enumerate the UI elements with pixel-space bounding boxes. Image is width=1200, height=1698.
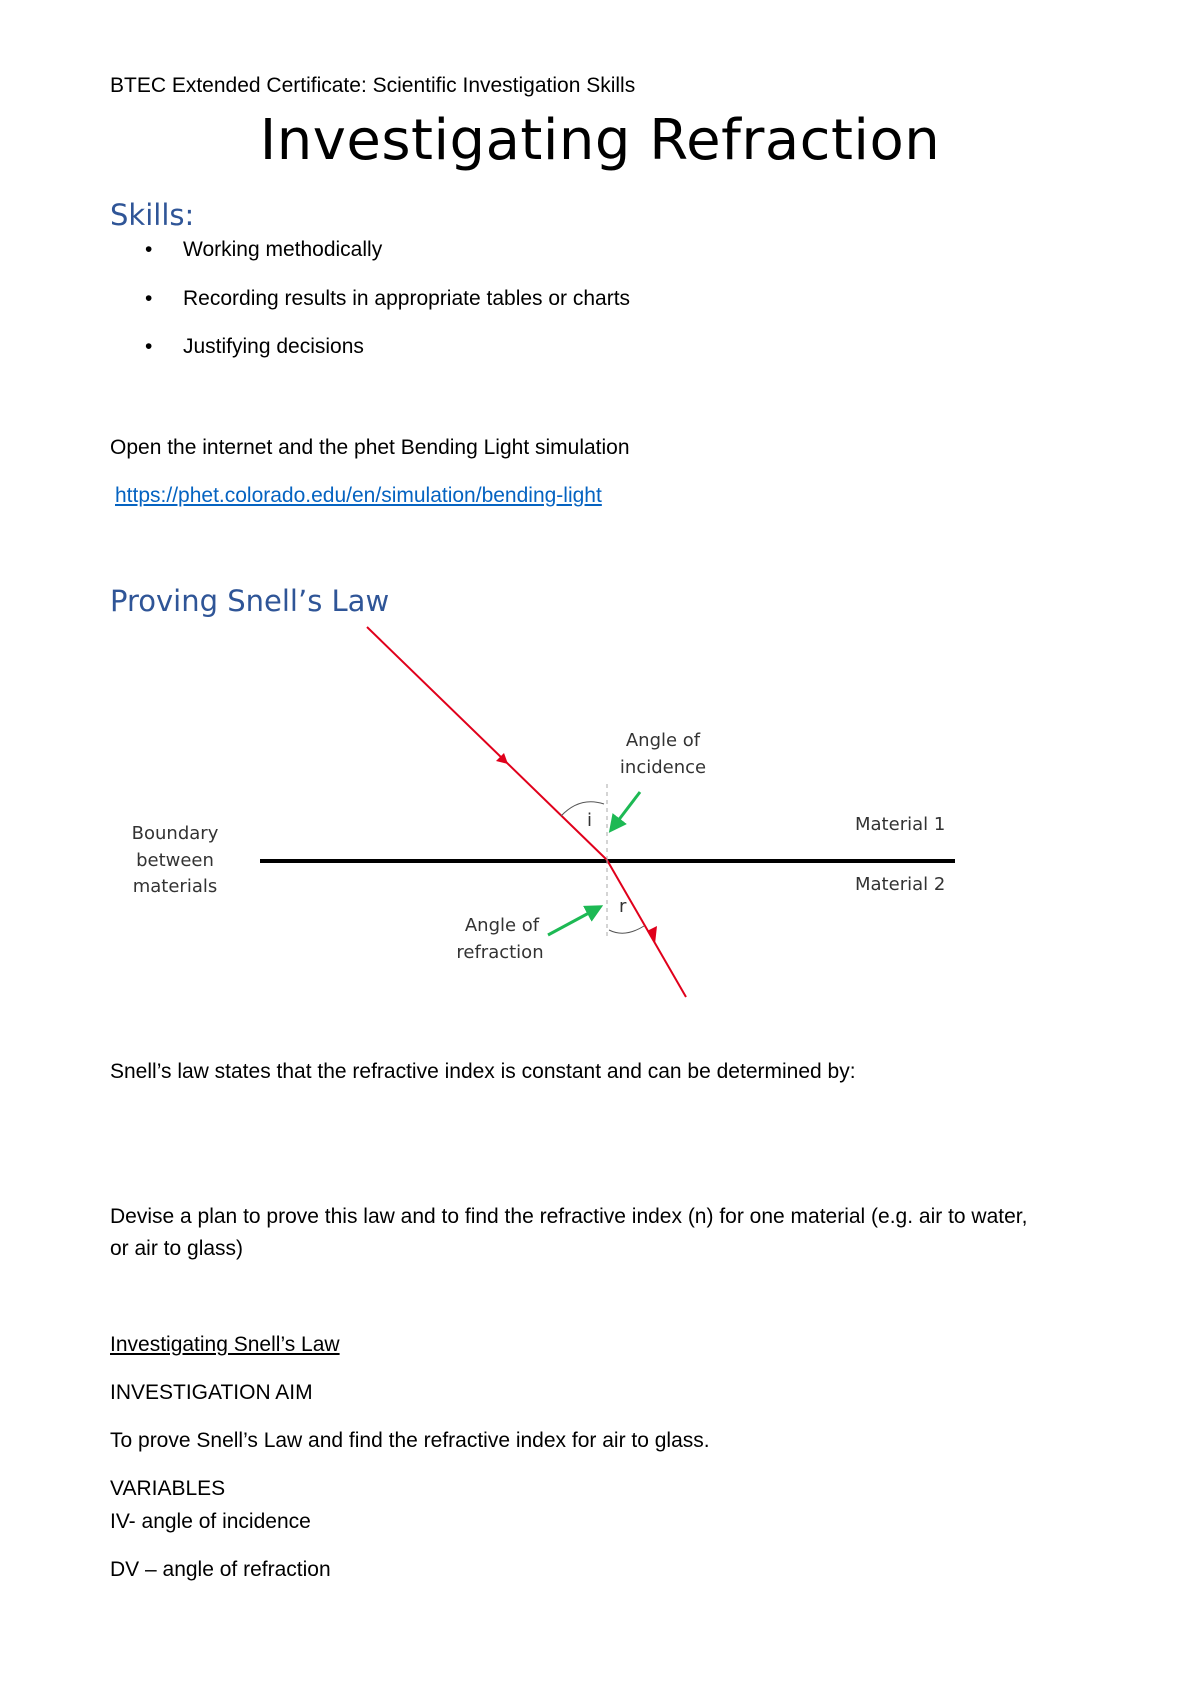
refracted-arrowhead-icon (647, 926, 657, 944)
skill-text: Working methodically (183, 238, 383, 261)
document-header: BTEC Extended Certificate: Scientific Investigation Skills (110, 74, 636, 97)
skill-text: Justifying decisions (183, 335, 364, 358)
angle-refraction-label-1: Angle of (464, 915, 540, 936)
refraction-diagram (0, 620, 1200, 1010)
variables-label: VARIABLES (110, 1477, 226, 1500)
list-item (140, 287, 630, 336)
list-item (140, 335, 630, 384)
material-2-label: Material 2 (855, 874, 946, 895)
page-title: Investigating Refraction (259, 108, 941, 173)
refraction-pointer-arrow-icon (548, 907, 600, 935)
angle-incidence-label-1: Angle of (625, 730, 701, 751)
skills-list (140, 238, 630, 384)
dependent-variable: DV – angle of refraction (110, 1558, 331, 1581)
skill-text: Recording results in appropriate tables or charts (183, 286, 631, 310)
investigation-aim-text: To prove Snell’s Law and find the refractive index for air to glass. (110, 1429, 710, 1452)
snell-law-statement: Snell’s law states that the refractive index is constant and can be determined by: (110, 1060, 856, 1083)
bullet-icon: • (145, 286, 153, 310)
investigation-subheading: Investigating Snell’s Law (110, 1333, 340, 1356)
refraction-angle-symbol: r (619, 896, 627, 917)
boundary-label-3: materials (132, 876, 218, 897)
angle-refraction-label-2: refraction (456, 942, 544, 963)
bullet-icon: • (145, 335, 153, 358)
incidence-angle-arc (561, 802, 604, 816)
list-item (140, 238, 630, 287)
incidence-pointer-arrow-icon (611, 792, 640, 830)
boundary-label-2: between (136, 850, 214, 871)
independent-variable: IV- angle of incidence (110, 1510, 311, 1533)
incident-ray (367, 627, 607, 860)
simulation-link[interactable]: https://phet.colorado.edu/en/simulation/bending-light (115, 484, 602, 507)
snell-heading: Proving Snell’s Law (110, 584, 390, 618)
boundary-label-1: Boundary (131, 823, 219, 844)
angle-incidence-label-2: incidence (619, 757, 707, 778)
skills-heading: Skills: (110, 198, 195, 232)
incidence-angle-symbol: i (587, 810, 593, 831)
refracted-ray (607, 860, 686, 997)
devise-plan-line-1: Devise a plan to prove this law and to find the refractive index (n) for one material (e.g. air to water, (110, 1205, 1028, 1228)
material-1-label: Material 1 (855, 814, 946, 835)
open-simulation-text: Open the internet and the phet Bending Light simulation (110, 436, 630, 459)
devise-plan-line-2: or air to glass) (110, 1237, 244, 1260)
refraction-angle-arc (609, 926, 644, 933)
bullet-icon: • (145, 238, 153, 261)
investigation-aim-label: INVESTIGATION AIM (110, 1381, 313, 1404)
